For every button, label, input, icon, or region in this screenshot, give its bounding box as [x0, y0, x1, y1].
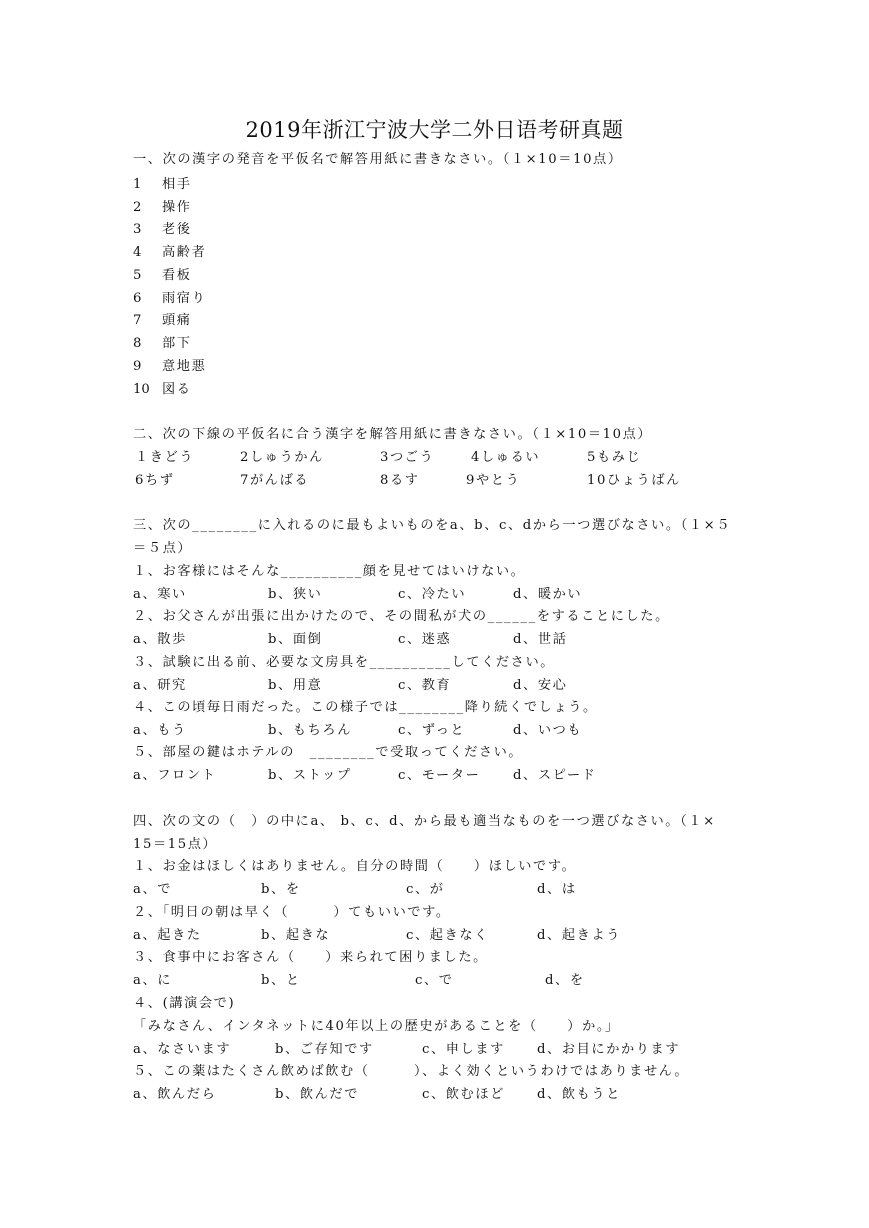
- option: d、スピード: [513, 768, 597, 783]
- vocab-item: 6ちず: [135, 473, 175, 488]
- option: d、起きよう: [537, 928, 621, 943]
- list-item: [133, 358, 206, 376]
- option: b、狭い: [268, 587, 323, 602]
- list-item: [133, 244, 206, 262]
- vocab-item: 3つごう: [380, 450, 435, 465]
- option: c、申します: [422, 1042, 505, 1057]
- option: a、フロント: [133, 768, 217, 783]
- item-text: 相手: [162, 177, 192, 192]
- option: c、教育: [398, 678, 452, 693]
- option: c、起きなく: [406, 928, 489, 943]
- option: a、なさいます: [133, 1042, 232, 1057]
- item-text: 部下: [162, 336, 192, 351]
- option: a、起きた: [133, 928, 202, 943]
- vocab-item: 5もみじ: [587, 450, 642, 465]
- option: d、お目にかかります: [537, 1042, 681, 1057]
- question: ３、試験に出る前、必要な文房具を__________してください。: [133, 655, 556, 670]
- list-item: [133, 290, 206, 308]
- question: １、お金はほしくはありません。自分の時間（ ）ほしいです。: [133, 859, 577, 874]
- section4-instruction: 四、次の文の（ ）の中にa、 b、c、d、から最も適当なものを一つ選びなさい。（１×: [133, 814, 716, 829]
- vocab-item: 7がんばる: [240, 473, 310, 488]
- option: d、いつも: [513, 723, 583, 738]
- list-item: [133, 199, 192, 217]
- item-text: 頭痛: [162, 313, 192, 328]
- option: b、を: [261, 882, 301, 897]
- section1-instruction: 一、次の漢字の発音を平仮名で解答用紙に書きなさい。（１×10＝10点）: [133, 152, 623, 167]
- item-number: 6: [133, 291, 142, 306]
- option: d、暖かい: [513, 587, 583, 602]
- item-text: 意地悪: [162, 359, 207, 374]
- vocab-item: 2しゅうかん: [240, 450, 324, 465]
- option: a、飲んだら: [133, 1087, 217, 1102]
- item-text: 雨宿り: [162, 291, 207, 306]
- section2-instruction: 二、次の下線の平仮名に合う漢字を解答用紙に書きなさい。（１×10＝10点）: [133, 427, 653, 442]
- question: １、お客様にはそんな__________顔を見せてはいけない。: [133, 564, 526, 579]
- vocab-item: 8るす: [380, 473, 420, 488]
- list-item: [133, 176, 192, 194]
- option: a、散歩: [133, 632, 187, 647]
- item-number: 4: [133, 245, 142, 260]
- vocab-item: 10ひょうばん: [587, 473, 681, 488]
- item-text: 老後: [162, 222, 192, 237]
- section4-instruction-cont: 15＝15点）: [133, 837, 218, 852]
- list-item: [133, 267, 192, 285]
- list-item: [133, 335, 192, 353]
- option: a、寒い: [133, 587, 187, 602]
- vocab-item: １きどう: [135, 450, 195, 465]
- option: d、を: [545, 973, 585, 988]
- item-number: 3: [133, 222, 142, 237]
- option: c、モーター: [398, 768, 481, 783]
- vocab-item: 4しゅるい: [471, 450, 541, 465]
- option: a、研究: [133, 678, 187, 693]
- option: b、ご存知です: [275, 1042, 374, 1057]
- item-number: 1: [133, 177, 142, 192]
- item-number: 7: [133, 313, 142, 328]
- option: d、安心: [513, 678, 568, 693]
- option: b、と: [261, 973, 301, 988]
- item-number: 2: [133, 200, 142, 215]
- question-quote: 「みなさん、インタネットに40年以上の歴史があることを（ ）か。」: [133, 1019, 620, 1034]
- option: c、が: [406, 882, 445, 897]
- option: a、で: [133, 882, 173, 897]
- option: b、起きな: [261, 928, 331, 943]
- option: d、飲もうと: [537, 1087, 621, 1102]
- option: b、面倒: [268, 632, 323, 647]
- item-number: 5: [133, 268, 142, 283]
- section3-instruction: 三、次の________に入れるのに最もよいものをa、b、c、dから一つ選びなさい。（１×５: [133, 518, 732, 533]
- option: d、は: [537, 882, 577, 897]
- option: b、ストップ: [268, 768, 352, 783]
- list-item: [133, 221, 192, 239]
- section3-instruction-cont: ＝５点）: [133, 541, 193, 556]
- list-item: [133, 312, 192, 330]
- page-title: 2019年浙江宁波大学二外日语考研真题: [245, 118, 624, 142]
- option: b、もちろん: [268, 723, 352, 738]
- option: c、冷たい: [398, 587, 467, 602]
- option: c、ずっと: [398, 723, 466, 738]
- item-number: 10: [133, 382, 150, 397]
- question: ４、(講演会で): [133, 996, 236, 1011]
- question: ３、食事中にお客さん（ ）来られて困りました。: [133, 950, 488, 965]
- option: a、もう: [133, 723, 187, 738]
- item-number: 9: [133, 359, 142, 374]
- option: d、世話: [513, 632, 568, 647]
- item-text: 看板: [162, 268, 192, 283]
- question: ２、お父さんが出張に出かけたので、その間私が犬の______をすることにした。: [133, 609, 670, 624]
- option: b、用意: [268, 678, 323, 693]
- item-text: 図る: [162, 382, 192, 397]
- item-number: 8: [133, 336, 142, 351]
- question: ２、｢明日の朝は早く（ ）てもいいです。: [133, 905, 451, 920]
- option: a、に: [133, 973, 173, 988]
- vocab-item: 9やとう: [466, 473, 521, 488]
- option: b、飲んだで: [275, 1087, 359, 1102]
- option: c、飲むほど: [422, 1087, 505, 1102]
- item-text: 操作: [162, 200, 192, 215]
- item-text: 高齢者: [162, 245, 207, 260]
- list-item: [133, 381, 192, 399]
- question: ４、この頃毎日雨だった。この様子では________降り続くでしょう。: [133, 700, 598, 715]
- question: ５、部屋の鍵はホテルの ________で受取ってください。: [133, 745, 524, 760]
- question: ５、この薬はたくさん飲めば飲む（ ）、よく効くというわけではありません。: [133, 1064, 690, 1079]
- option: c、で: [415, 973, 454, 988]
- option: c、迷惑: [398, 632, 452, 647]
